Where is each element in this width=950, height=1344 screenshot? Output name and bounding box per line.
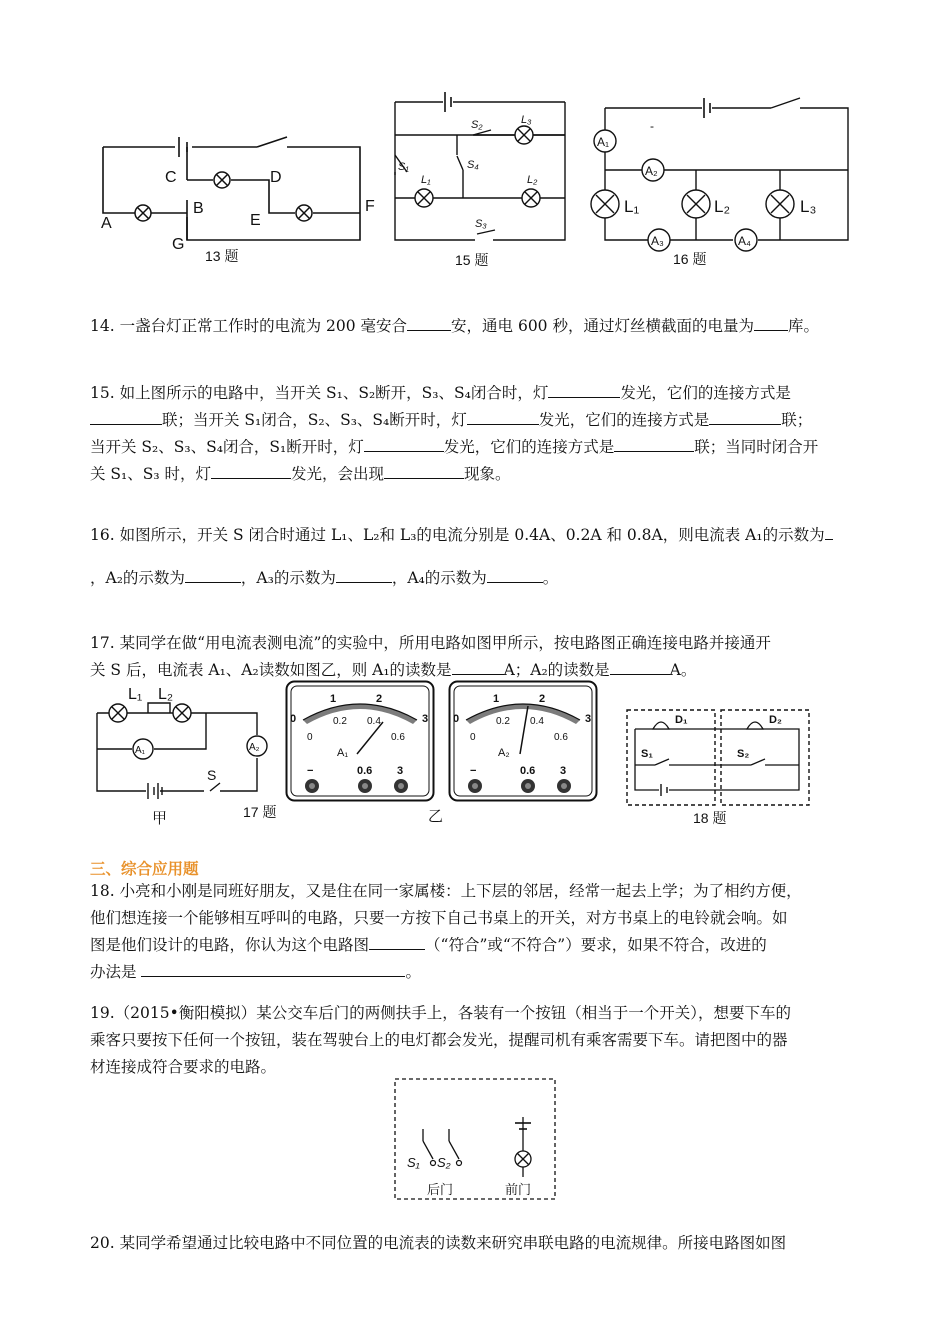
- question-15: 15. 如上图所示的电路中，当开关 S₁、S₂断开，S₃、S₄闭合时，灯 发光，它们的连接方式是 联；当开关 S₁闭合，S₂、S₃、S₄断开时，灯 发光，它们的连接方式是 联； 当开关 S₂、S₃、S₄闭合，S₁断开时，灯 发光，它们的连接方式是 联；当同时闭合开 关 S₁、S₃ 时，灯 发光，会出现 现象。: [90, 380, 862, 488]
- fig17a-label-a1: A₁: [135, 745, 146, 756]
- svg-text:3: 3: [585, 713, 592, 725]
- fig15-label-l1: L₁: [421, 174, 431, 186]
- svg-text:0.6: 0.6: [391, 732, 405, 743]
- fig16-label-l3: L₃: [800, 197, 817, 216]
- q16-blank-3[interactable]: [336, 565, 392, 583]
- fig18-label-d1: D₁: [675, 714, 688, 726]
- question-16-line-2: ，A₂的示数为 ，A₃的示数为 ，A₄的示数为 。: [90, 565, 862, 592]
- ammeter-a2: [448, 680, 598, 802]
- meter-a1-name: A₁: [337, 747, 349, 759]
- q17-blank-2[interactable]: [610, 657, 670, 675]
- svg-text:3: 3: [422, 713, 429, 725]
- q16-blank-4[interactable]: [487, 565, 543, 583]
- question-16: 16. 如图所示，开关 S 闭合时通过 L₁、L₂和 L₃的电流分别是 0.4A、0.2A 和 0.8A，则电流表 A₁的示数为: [90, 522, 862, 549]
- question-17: 17. 某同学在做“用电流表测电流”的实验中，所用电路如图甲所示，按电路图正确连接电路并接通开 关 S 后，电流表 A₁、A₂读数如图乙，则 A₁的读数是 A；A₂的读数是 A。: [90, 634, 771, 679]
- fig16-caption: 16 题: [673, 251, 707, 267]
- fig17a-label-l2: L₂: [158, 686, 174, 703]
- fig15-caption: 15 题: [455, 252, 489, 268]
- q15-blank-2[interactable]: [90, 407, 162, 425]
- fig19-label-s1: S₁: [407, 1155, 420, 1170]
- meter-a2-name: A₂: [498, 747, 510, 759]
- svg-text:0: 0: [290, 713, 297, 725]
- fig19-rear-door: 后门: [427, 1182, 454, 1197]
- fig17b-caption-yi: 乙: [428, 808, 444, 825]
- svg-text:0.2: 0.2: [496, 716, 510, 727]
- q17-blank-1[interactable]: [452, 657, 504, 675]
- fig18-caption: 18 题: [693, 810, 727, 826]
- fig16-label-a1: A₁: [597, 135, 610, 149]
- fig17-caption: 17 题: [243, 804, 277, 820]
- fig13-node-a: A: [101, 215, 112, 232]
- question-14: 14. 一盏台灯正常工作时的电流为 200 毫安合 安，通电 600 秒，通过灯丝横截面的电量为 库。: [90, 313, 862, 340]
- q16-blank-2[interactable]: [185, 565, 241, 583]
- fig15-label-l3: L₃: [521, 114, 532, 126]
- svg-text:2: 2: [539, 693, 546, 705]
- svg-text:0: 0: [307, 732, 313, 743]
- fig17a-label-a2: A₂: [249, 742, 260, 753]
- svg-text:3: 3: [397, 765, 404, 777]
- figure-19-components: [393, 1077, 558, 1204]
- fig19-front-door: 前门: [505, 1182, 532, 1197]
- q16-blank-1[interactable]: [825, 522, 833, 540]
- svg-text:0.6: 0.6: [554, 732, 568, 743]
- q15-blank-7[interactable]: [211, 461, 291, 479]
- figure-13-circuit: [95, 125, 385, 270]
- svg-text:3: 3: [560, 765, 567, 777]
- svg-text:2: 2: [376, 693, 383, 705]
- fig15-label-s4: S₄: [467, 159, 479, 171]
- svg-text:0.6: 0.6: [357, 765, 373, 777]
- svg-text:0.4: 0.4: [367, 716, 381, 727]
- fig19-label-s2: S₂: [437, 1155, 451, 1170]
- fig18-label-s1: S₁: [641, 748, 653, 760]
- fig13-node-b: B: [193, 200, 204, 217]
- fig16-label-a4: A₄: [738, 234, 751, 248]
- fig18-label-d2: D₂: [769, 714, 782, 726]
- figure-18-circuit: [625, 705, 815, 830]
- q14-blank-2[interactable]: [754, 313, 788, 331]
- q15-blank-4[interactable]: [709, 407, 781, 425]
- fig17a-caption: 甲: [152, 810, 168, 827]
- svg-text:0.2: 0.2: [333, 716, 347, 727]
- fig17a-label-s: S: [207, 767, 217, 783]
- q15-blank-6[interactable]: [614, 434, 694, 452]
- fig16-dash: -: [650, 119, 654, 133]
- fig13-node-e: E: [250, 212, 261, 229]
- question-20: 20. 某同学希望通过比较电路中不同位置的电流表的读数来研究串联电路的电流规律。所接电路图如图: [90, 1234, 787, 1252]
- svg-text:1: 1: [493, 693, 500, 705]
- svg-text:−: −: [470, 765, 477, 777]
- fig15-label-s2: S₂: [471, 119, 483, 131]
- figure-15-circuit: [385, 90, 580, 270]
- q15-blank-5[interactable]: [364, 434, 444, 452]
- q15-blank-3[interactable]: [467, 407, 539, 425]
- figure-16-circuit: [588, 90, 863, 270]
- svg-text:0.4: 0.4: [530, 716, 544, 727]
- question-19: 19.（2015•衡阳模拟）某公交车后门的两侧扶手上，各装有一个按钮（相当于一个开关），想要下车的 乘客只要按下任何一个按钮，装在驾驶台上的电灯都会发光，提醒司机有乘客需要下车。请把图中的器 材连接成符合要求的电路。: [90, 1004, 791, 1076]
- svg-text:0.6: 0.6: [520, 765, 536, 777]
- svg-text:0: 0: [453, 713, 460, 725]
- q18-blank-1[interactable]: [369, 932, 425, 950]
- q15-blank-8[interactable]: [384, 461, 464, 479]
- section-heading-3: 三、综合应用题: [90, 860, 199, 878]
- fig16-label-l1: L₁: [624, 197, 640, 216]
- fig17a-label-l1: L₁: [128, 686, 143, 703]
- q15-blank-1[interactable]: [548, 380, 620, 398]
- q18-blank-2[interactable]: [141, 959, 405, 977]
- svg-text:0: 0: [470, 732, 476, 743]
- fig13-node-c: C: [165, 169, 177, 186]
- fig13-caption: 13 题: [205, 248, 239, 264]
- q14-blank-1[interactable]: [407, 313, 451, 331]
- fig13-node-d: D: [270, 169, 282, 186]
- fig15-label-s3: S₃: [475, 218, 487, 230]
- ammeter-a1: [285, 680, 435, 802]
- fig15-label-s1: S₁: [398, 161, 409, 173]
- svg-text:−: −: [307, 765, 314, 777]
- svg-text:1: 1: [330, 693, 337, 705]
- fig16-label-a3: A₃: [651, 234, 664, 248]
- fig16-label-a2: A₂: [645, 164, 658, 178]
- fig16-label-l2: L₂: [714, 197, 731, 216]
- fig18-label-s2: S₂: [737, 748, 750, 760]
- fig15-label-l2: L₂: [527, 174, 538, 186]
- fig13-node-g: G: [172, 236, 185, 253]
- question-18: 18. 小亮和小刚是同班好朋友，又是住在同一家属楼：上下层的邻居，经常一起去上学；为了相约方便， 他们想连接一个能够相互呼叫的电路，只要一方按下自己书桌上的开关，对方书桌上的电铃就会响。如 图是他们设计的电路，你认为这个电路图 （“符合”或“不符合”）要求，如果不符合，改进的 办法是 。: [90, 882, 802, 981]
- fig13-node-f: F: [365, 198, 375, 215]
